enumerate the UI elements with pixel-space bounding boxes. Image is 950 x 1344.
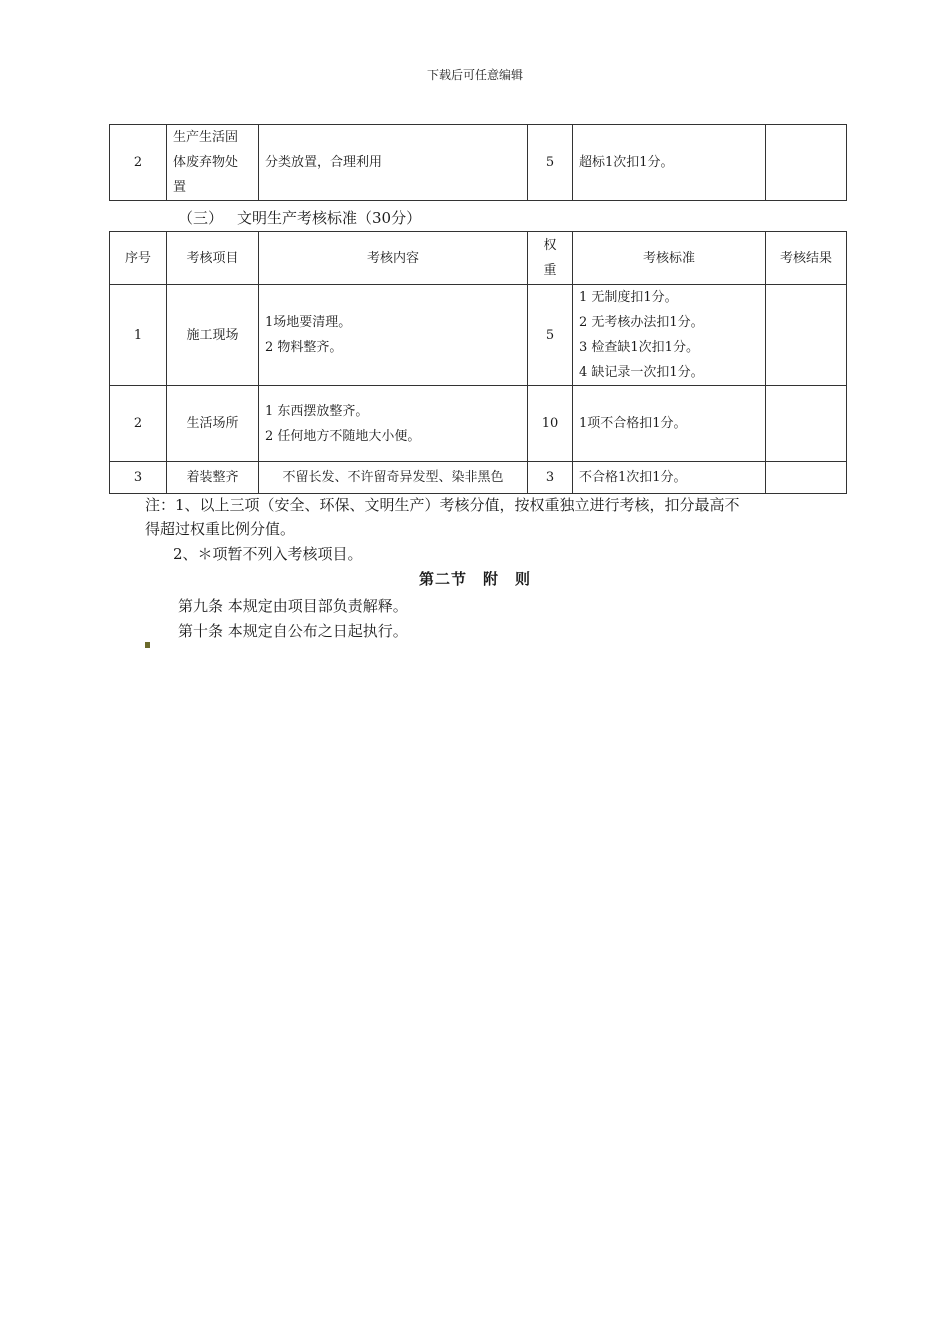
item-line: 置 bbox=[173, 180, 187, 195]
header-content: 考核内容 bbox=[259, 232, 528, 285]
assessment-item: 着装整齐 bbox=[167, 462, 259, 494]
row-number: 3 bbox=[110, 462, 167, 494]
assessment-item bbox=[167, 125, 259, 201]
assessment-content bbox=[259, 285, 528, 386]
assessment-result bbox=[766, 125, 847, 201]
weight-cell: 5 bbox=[528, 285, 573, 386]
section-heading: 第二节 附 则 bbox=[418, 570, 531, 588]
content-line: 2 任何地方不随地大小便。 bbox=[265, 428, 421, 444]
note-line-3: 2、＊项暂不列入考核项目。 bbox=[173, 545, 363, 563]
note-line-2: 得超过权重比例分值。 bbox=[145, 520, 296, 538]
item-line: 生产生活固 bbox=[173, 130, 239, 145]
table-row bbox=[110, 386, 847, 462]
weight-cell: 3 bbox=[528, 462, 573, 494]
civilized-production-table bbox=[109, 231, 847, 494]
weight-cell: 5 bbox=[528, 125, 573, 201]
standard-line: 2 无考核办法扣1分。 bbox=[579, 315, 704, 330]
table-row bbox=[110, 462, 847, 494]
content-line: 1 东西摆放整齐。 bbox=[265, 403, 369, 419]
assessment-item: 施工现场 bbox=[167, 285, 259, 386]
row-number: 2 bbox=[110, 386, 167, 462]
standard-line: 3 检查缺1次扣1分。 bbox=[579, 340, 699, 355]
content-line: 2 物料整齐。 bbox=[265, 340, 343, 355]
weight-cell: 10 bbox=[528, 386, 573, 462]
assessment-standard bbox=[573, 285, 766, 386]
header-weight bbox=[528, 232, 573, 285]
row-number: 1 bbox=[110, 285, 167, 386]
row-number: 2 bbox=[110, 125, 167, 201]
assessment-item: 生活场所 bbox=[167, 386, 259, 462]
header-item: 考核项目 bbox=[167, 232, 259, 285]
header-weight-line: 权 bbox=[543, 238, 557, 253]
assessment-standard: 不合格1次扣1分。 bbox=[573, 462, 766, 494]
assessment-content: 分类放置，合理利用 bbox=[259, 125, 528, 201]
page-header: 下载后可任意编辑 bbox=[426, 68, 523, 82]
standard-line: 4 缺记录一次扣1分。 bbox=[579, 365, 704, 380]
item-line: 体废弃物处 bbox=[173, 155, 239, 170]
assessment-content: 不留长发、不许留奇异发型、染非黑色 bbox=[259, 462, 528, 494]
section-number: （三） bbox=[178, 209, 224, 227]
table-row bbox=[110, 285, 847, 386]
content-line: 1场地要清理。 bbox=[265, 315, 352, 330]
section-title bbox=[178, 207, 435, 228]
waste-disposal-table bbox=[109, 124, 847, 201]
section-label: 文明生产考核标准（30分） bbox=[237, 209, 422, 227]
assessment-result bbox=[766, 462, 847, 494]
assessment-standard: 1项不合格扣1分。 bbox=[573, 386, 766, 462]
small-marker-icon bbox=[145, 642, 150, 648]
table-header-row bbox=[110, 232, 847, 285]
article-ten: 第十条 本规定自公布之日起执行。 bbox=[178, 622, 408, 640]
header-weight-line: 重 bbox=[543, 263, 557, 278]
assessment-result bbox=[766, 285, 847, 386]
header-result: 考核结果 bbox=[766, 232, 847, 285]
article-nine: 第九条 本规定由项目部负责解释。 bbox=[178, 597, 408, 615]
assessment-content bbox=[259, 386, 528, 462]
header-no: 序号 bbox=[110, 232, 167, 285]
assessment-standard: 超标1次扣1分。 bbox=[573, 125, 766, 201]
assessment-result bbox=[766, 386, 847, 462]
note-line-1: 注：1、以上三项（安全、环保、文明生产）考核分值，按权重独立进行考核，扣分最高不 bbox=[145, 496, 740, 514]
table-row bbox=[110, 125, 847, 201]
standard-line: 1 无制度扣1分。 bbox=[579, 290, 678, 305]
header-standard: 考核标准 bbox=[573, 232, 766, 285]
